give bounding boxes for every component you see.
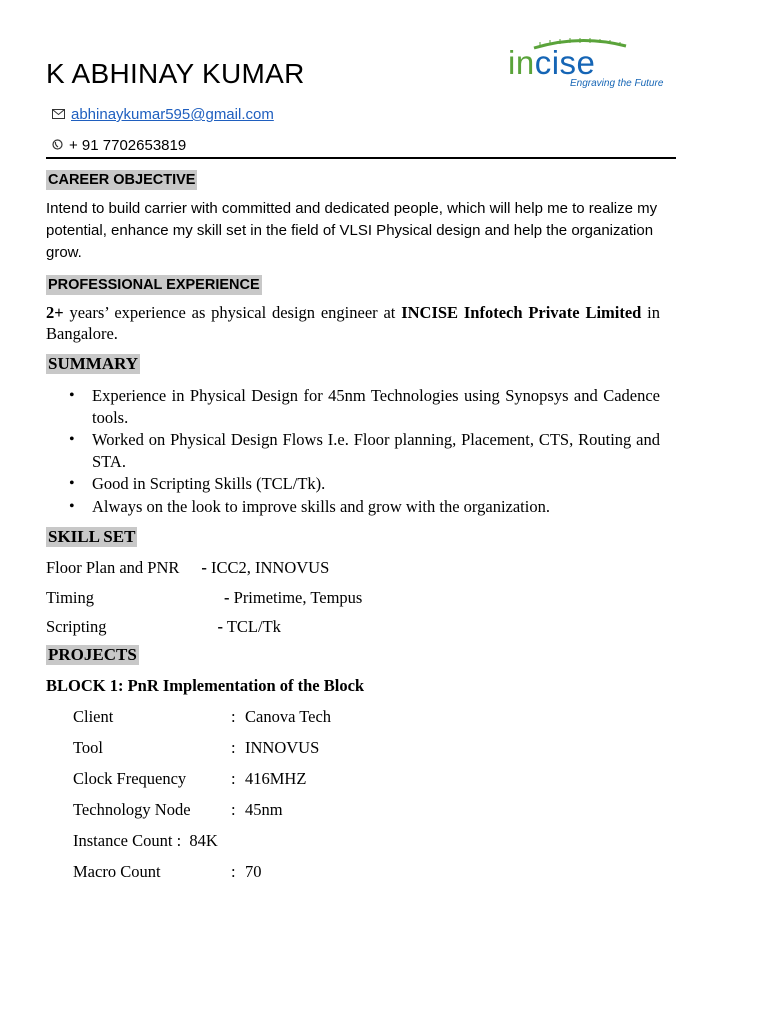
experience-company: INCISE Infotech Private Limited: [401, 303, 642, 322]
instance-count-label-text: Instance Count: [73, 831, 173, 850]
summary-item: • Good in Scripting Skills (TCL/Tk).: [46, 473, 660, 495]
experience-text-start: years’ experience as physical design engineer at: [63, 303, 402, 322]
email-link[interactable]: abhinaykumar595@gmail.com: [71, 106, 274, 123]
skill-dash: -: [224, 588, 230, 607]
phone-number: + 91 7702653819: [69, 137, 187, 154]
projects-heading: PROJECTS: [48, 645, 137, 664]
logo-tagline: Engraving the Future: [570, 78, 664, 89]
project-detail-value: INNOVUS: [245, 738, 320, 757]
skill-value: ICC2, INNOVUS: [206, 558, 330, 577]
project-block-title: BLOCK 1: PnR Implementation of the Block: [46, 676, 365, 695]
phone-row: [52, 137, 186, 154]
skill-set-heading: SKILL SET: [48, 527, 136, 546]
summary-item: • Worked on Physical Design Flows I.e. Floor planning, Placement, CTS, Routing and STA.: [46, 429, 660, 472]
project-detail-label: [73, 831, 218, 851]
skill-label: Floor Plan and PNR: [46, 558, 180, 577]
summary-heading: SUMMARY: [48, 354, 139, 373]
project-detail-label: Client: [73, 707, 114, 726]
project-detail-separator: :: [231, 800, 236, 819]
project-detail-value: 45nm: [245, 800, 283, 819]
logo-wordmark: [508, 44, 595, 82]
skill-label: Timing: [46, 588, 95, 607]
experience-text-end: in Bangalore.: [46, 303, 661, 343]
project-detail-label: Macro Count: [73, 862, 161, 881]
experience-years: 2+: [46, 303, 64, 322]
project-detail-label: Tool: [73, 738, 104, 757]
project-detail-separator: :: [231, 769, 236, 788]
header-divider: [46, 157, 676, 159]
skill-value: TCL/Tk: [223, 617, 281, 636]
skill-dash: -: [217, 617, 223, 636]
project-detail-label: Clock Frequency: [73, 769, 187, 788]
skill-row-timing: [46, 588, 362, 608]
career-objective-text: Intend to build carrier with committed and dedicated people, which will help me to realize my potential, enhance my skill set in the field of VLSI Physical design and help the organization grow.: [46, 200, 658, 261]
envelope-icon: [52, 108, 65, 122]
skill-row-floorplan: [46, 558, 329, 578]
professional-experience-text: [46, 302, 660, 344]
skill-row-scripting: [46, 617, 281, 637]
summary-list: [46, 385, 660, 518]
career-objective-heading: CAREER OBJECTIVE: [48, 172, 196, 188]
email-row: [52, 106, 274, 123]
project-detail-label: Technology Node: [73, 800, 191, 819]
logo-wordmark-suffix: cise: [534, 44, 596, 81]
skill-label: Scripting: [46, 617, 107, 636]
logo-wordmark-prefix: in: [508, 44, 535, 81]
skill-dash: -: [201, 558, 207, 577]
project-detail-value: Canova Tech: [245, 707, 332, 726]
project-detail-separator: :: [172, 831, 182, 850]
professional-experience-heading: PROFESSIONAL EXPERIENCE: [48, 277, 260, 293]
phone-icon: [52, 139, 63, 153]
project-detail-separator: :: [231, 862, 236, 881]
project-detail-value: 70: [245, 862, 262, 881]
project-detail-separator: :: [231, 707, 236, 726]
incise-logo: [500, 36, 700, 96]
skill-value: Primetime, Tempus: [229, 588, 363, 607]
summary-item: • Always on the look to improve skills and grow with the organization.: [46, 496, 660, 518]
summary-item: • Experience in Physical Design for 45nm Technologies using Synopsys and Cadence tools.: [46, 385, 660, 428]
project-detail-value: 84K: [189, 831, 218, 850]
candidate-name: K ABHINAY KUMAR: [46, 58, 305, 89]
project-detail-value: 416MHZ: [245, 769, 307, 788]
project-detail-separator: :: [231, 738, 236, 757]
